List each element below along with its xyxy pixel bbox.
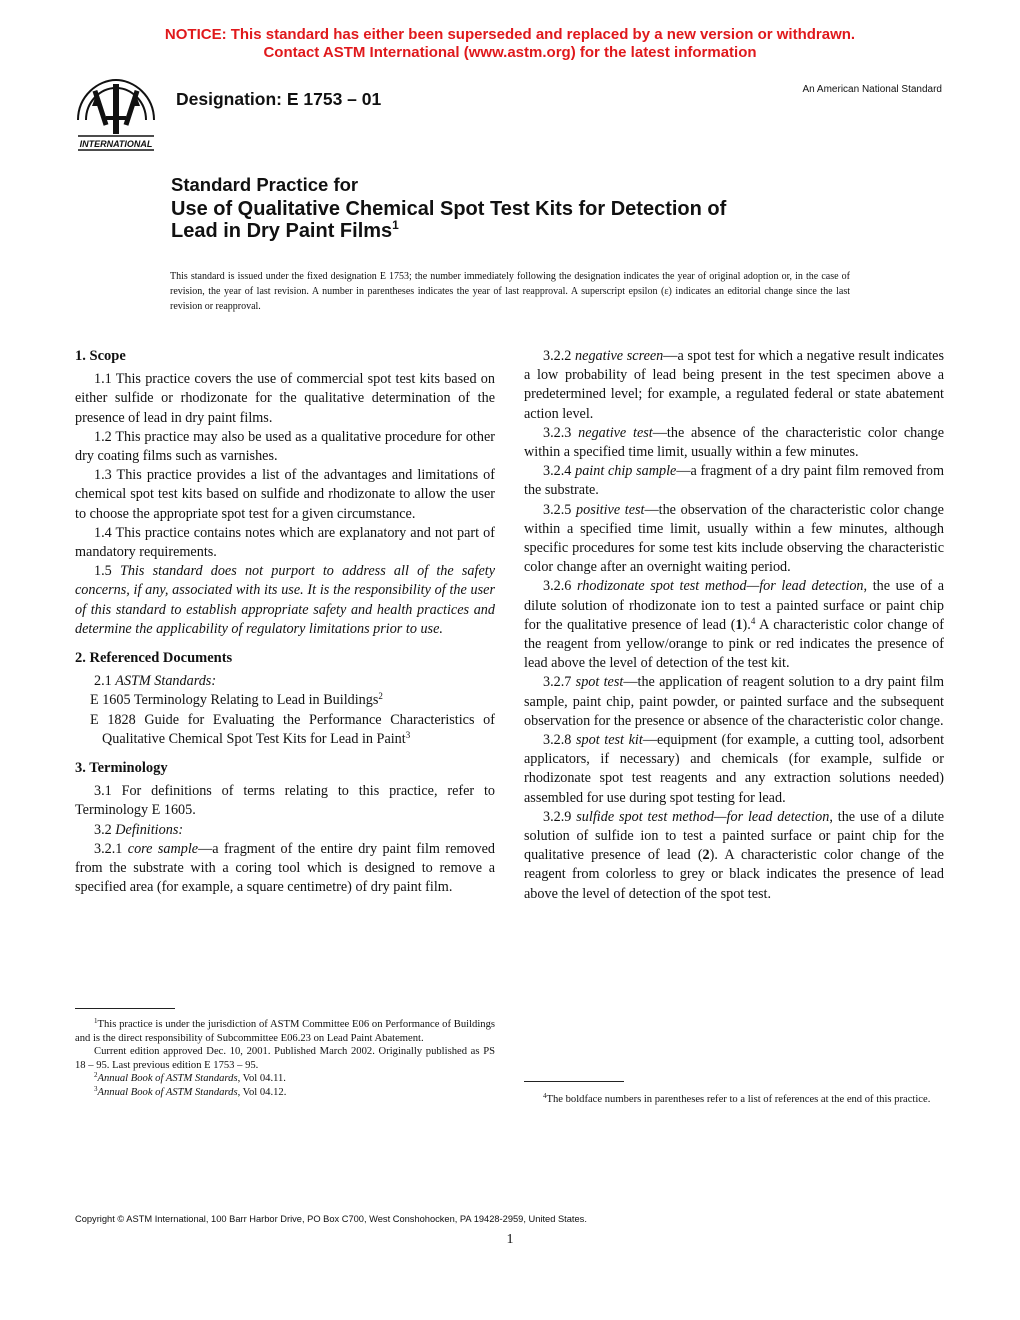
footnote-2: $^2$Annual Book of ASTM Standards, Vol 04.11. <box>94 1071 286 1084</box>
definition-3-2-9: 3.2.9 sulfide spot test method—for lead detection, the use of a dilute solution of sulfide ion to test a painted surface or paint chip for the qualitative presence of lead (2). A characteristic color change of the reagent from colorless to grey or black indicates the presence of lead above the level of detection of the spot test. <box>524 808 945 902</box>
document-title <box>171 174 871 242</box>
designation: Designation: E 1753 – 01 <box>176 89 382 109</box>
definition-3-2-8: 3.2.8 spot test kit—equipment (for example, a cutting tool, adsorbent applicators, if necessary) and chemicals (for example, sulfide or rhodizonate spot test reagents and any extraction solutions needed) assembled for use during spot testing for lead. <box>524 732 945 806</box>
logo-text: INTERNATIONAL <box>79 139 153 149</box>
footnote-1: $^1$This practice is under the jurisdiction of ASTM Committee E06 on Performance of Buildings and is the direct responsibility of Subcommittee E06.23 on Lead Paint Abatement. <box>75 1017 495 1044</box>
definition-3-2-3: 3.2.3 negative test—the absence of the characteristic color change within a specified time limit, usually within a few minutes. <box>524 424 944 461</box>
paragraph-1-2: 1.2 This practice may also be used as a qualitative procedure for other dry coating films such as varnishes. <box>75 428 495 465</box>
issued-note: This standard is issued under the fixed designation E 1753; the number immediately following the designation indicates the year of original adoption or, in the case of revision, the year of last revision. A number in parentheses indicates the year of last reapproval. A superscript epsilon (ε) indicates an editorial change since the last revision or reapproval. <box>170 271 850 312</box>
paragraph-3-2: 3.2 Definitions: <box>94 821 184 838</box>
astm-international-logo-icon <box>68 76 164 152</box>
definition-3-2-7: 3.2.7 spot test—the application of reagent solution to a dry paint film sample, paint chip, paint powder, or painted surface and the subsequent observation for the presence or absence of the characteristic color change. <box>524 674 944 729</box>
paragraph-1-3: 1.3 This practice provides a list of the advantages and limitations of chemical spot test kits based on sulfide and rhodizonate to allow the user to choose the appropriate spot test for a given circumstance. <box>75 467 495 522</box>
notice-line-2: Contact ASTM International (www.astm.org) for the latest information <box>263 44 757 61</box>
paragraph-1-1: 1.1 This practice covers the use of commercial spot test kits based on either sulfide or rhodizonate for the qualitative determination of the presence of lead in dry paint films. <box>75 371 495 426</box>
copyright-line: Copyright © ASTM International, 100 Barr Harbor Drive, PO Box C700, West Conshohocken, PA 19428-2959, United States. <box>75 1214 587 1224</box>
paragraph-2-1: 2.1 ASTM Standards: <box>94 673 217 690</box>
paragraph-1-5: 1.5 This standard does not purport to address all of the safety concerns, if any, associated with its use. It is the responsibility of the user of this standard to establish appropriate safety and health practices and determine the applicability of regulatory limitations prior to use. <box>75 563 495 637</box>
definition-3-2-6: 3.2.6 rhodizonate spot test method—for lead detection, the use of a dilute solution of rhodizonate ion to test a painted surface or paint chip for the qualitative presence of lead (1).$^4$ A characteristic color change of the reagent from yellow/orange to pink or red indicates the presence of lead above the level of detection of the test kit. <box>524 578 945 672</box>
supersession-notice <box>0 26 1020 62</box>
reference-e1605: E 1605 Terminology Relating to Lead in Buildings$^2$ <box>90 691 383 709</box>
footnote-1-edition: Current edition approved Dec. 10, 2001. Published March 2002. Originally published as PS 18 – 95. Last previous edition E 1753 – 95. <box>75 1046 495 1071</box>
section-heading-scope: 1. Scope <box>75 348 126 364</box>
footnotes-right <box>524 1093 944 1107</box>
notice-line-1: NOTICE: This standard has either been superseded and replaced by a new version or withdrawn. <box>164 26 856 43</box>
right-column <box>524 347 944 904</box>
footnote-4: $^4$The boldface numbers in parentheses refer to a list of references at the end of this practice. <box>543 1092 931 1105</box>
title-line-2: Use of Qualitative Chemical Spot Test Kits for Detection of <box>171 198 727 220</box>
paragraph-1-4: 1.4 This practice contains notes which are explanatory and not part of mandatory requirements. <box>75 524 495 561</box>
title-line-1: Standard Practice for <box>171 174 359 195</box>
section-heading-referenced-documents: 2. Referenced Documents <box>75 650 233 667</box>
section-heading-terminology: 3. Terminology <box>75 760 168 777</box>
footnote-rule-left <box>75 1008 175 1009</box>
footnotes-left <box>75 1018 495 1099</box>
definition-3-2-4: 3.2.4 paint chip sample—a fragment of a dry paint film removed from the substrate. <box>524 463 944 499</box>
definition-3-2-2: 3.2.2 negative screen—a spot test for which a negative result indicates a low probability of lead being present in the test specimen above a predetermined level; for example, a regulated federal or state abatement action level. <box>524 348 944 422</box>
page-number: 1 <box>506 1232 514 1247</box>
definition-3-2-5: 3.2.5 positive test—the observation of the characteristic color change within a specified time limit, usually within a few minutes, although specific procedures for some test kits include observing the characteristic color change after an overnight waiting period. <box>524 501 944 576</box>
footnote-rule-right <box>524 1081 624 1082</box>
title-line-3: Lead in Dry Paint Films$^1$ <box>171 218 399 242</box>
definition-3-2-1: 3.2.1 core sample—a fragment of the entire dry paint film removed from the substrate with a coring tool which is designed to remove a specified area (for example, a square centimetre) of dry paint film. <box>75 840 495 896</box>
footnote-3: $^3$Annual Book of ASTM Standards, Vol 04.12. <box>94 1084 287 1098</box>
left-column <box>75 347 495 897</box>
paragraph-3-1: 3.1 For definitions of terms relating to this practice, refer to Terminology E 1605. <box>75 783 495 819</box>
reference-e1828: E 1828 Guide for Evaluating the Performance Characteristics of Qualitative Chemical Spot Test Kits for Lead in Paint$^3$ <box>90 711 495 747</box>
title-footnote-mark: 1 <box>392 218 399 232</box>
national-standard-label: An American National Standard <box>802 84 942 95</box>
